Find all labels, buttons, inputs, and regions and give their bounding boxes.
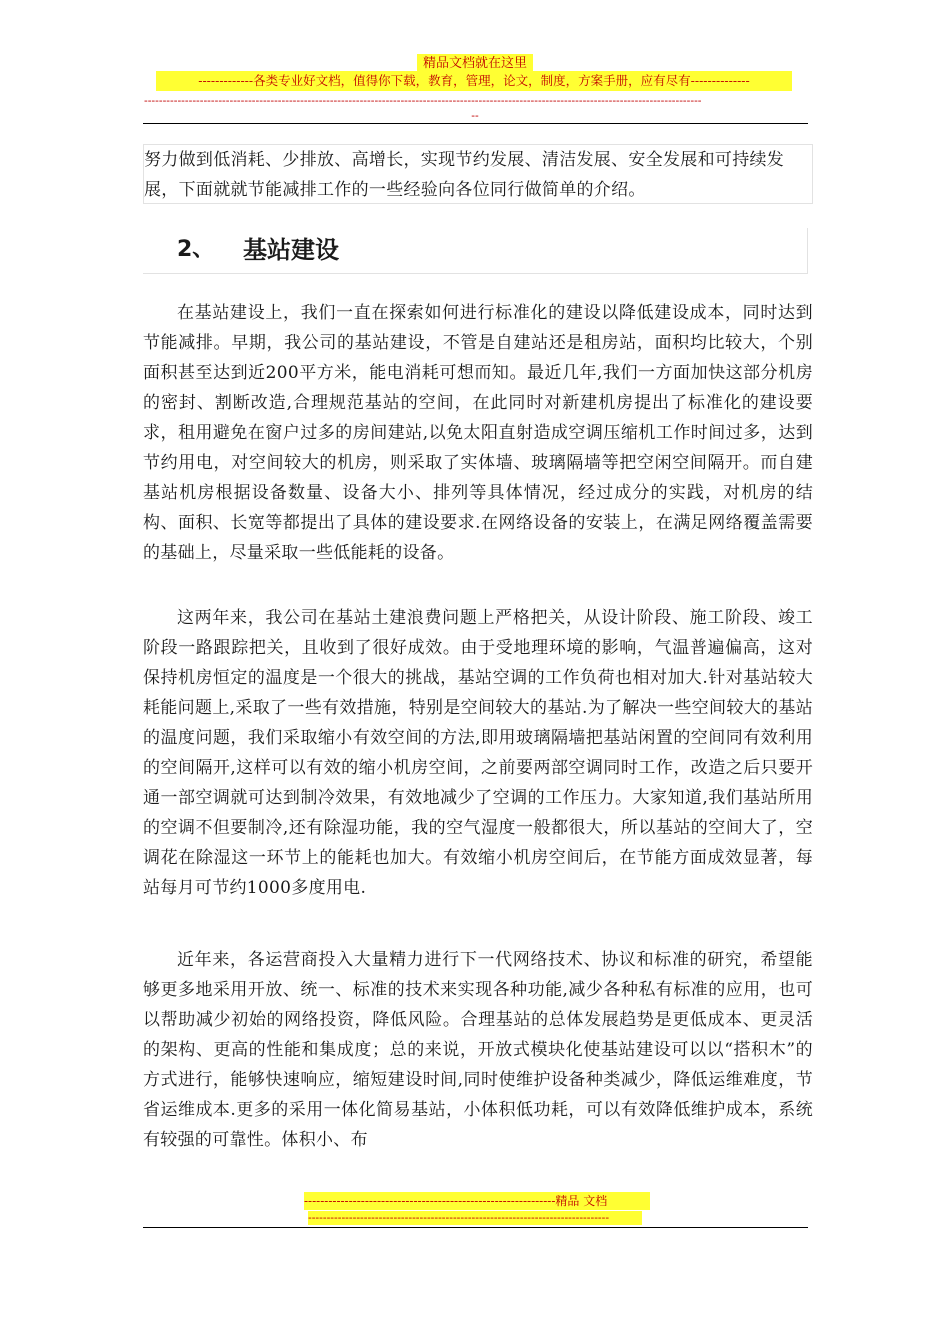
header-title <box>0 52 950 71</box>
header-title-text: 精品文档就在这里 <box>417 54 533 73</box>
footer-line-2: --------------------------------------------------------------------------------- <box>308 1211 642 1225</box>
intro-box <box>143 144 813 204</box>
paragraph-1 <box>143 298 813 568</box>
header-dash-tail: -- <box>471 109 479 122</box>
paragraph-3 <box>143 945 813 1155</box>
section-title: 基站建设 <box>243 236 339 264</box>
header-subtitle: -------------各类专业好文档，值得你下载，教育，管理，论文，制度，方案手册，应有尽有-------------- <box>156 71 792 91</box>
section-number: 2、 <box>177 237 215 262</box>
paragraph-text: 近年来，各运营商投入大量精力进行下一代网络技术、协议和标准的研究，希望能够更多地采用开放、统一、标准的技术来实现各种功能,减少各种私有标准的应用，也可以帮助减少初始的网络投资，降低风险。合理基站的总体发展趋势是更低成本、更灵活的架构、更高的性能和集成度；总的来说，开放式模块化使基站建设可以以“搭积木”的方式进行，能够快速响应，缩短建设时间,同时使维护设备种类减少，降低运维难度，节省运维成本.更多的采用一体化简易基站，小体积低功耗，可以有效降低维护成本，系统有较强的可靠性。体积小、布 <box>143 950 813 1150</box>
header-rule <box>143 123 808 124</box>
paragraph-text: 这两年来，我公司在基站土建浪费问题上严格把关，从设计阶段、施工阶段、竣工阶段一路跟踪把关，且收到了很好成效。由于受地理环境的影响，气温普遍偏高，这对保持机房恒定的温度是一个很大的挑战，基站空调的工作负荷也相对加大.针对基站较大耗能问题上,采取了一些有效措施，特别是空间较大的基站.为了解决一些空间较大的基站的温度问题，我们采取缩小有效空间的方法,即用玻璃隔墙把基站闲置的空间同有效利用的空间隔开,这样可以有效的缩小机房空间，之前要两部空调同时工作，改造之后只要开通一部空调就可达到制冷效果，有效地减少了空调的工作压力。大家知道,我们基站所用的空调不但要制冷,还有除湿功能，我的空气湿度一般都很大，所以基站的空间大了，空调花在除湿这一环节上的能耗也加大。有效缩小机房空间后，在节能方面成效显著，每站每月可节约1000多度用电. <box>143 608 813 898</box>
header-dash-line: ------------------------------------------------------------------------------------------------------------------------------------------------------ <box>144 94 702 107</box>
intro-text: 努力做到低消耗、少排放、高增长，实现节约发展、清洁发展、安全发展和可持续发展，下面就就节能减排工作的一些经验向各位同行做简单的介绍。 <box>144 150 785 200</box>
footer-line-1: --------------------------------------------------------------精品 文档 <box>304 1192 650 1210</box>
section-heading <box>143 228 808 274</box>
paragraph-2 <box>143 603 813 903</box>
footer-rule <box>143 1227 808 1228</box>
paragraph-text: 在基站建设上，我们一直在探索如何进行标准化的建设以降低建设成本，同时达到节能减排。早期，我公司的基站建设，不管是自建站还是租房站，面积均比较大，个别面积甚至达到近200平方米，能电消耗可想而知。最近几年,我们一方面加快这部分机房的密封、割断改造,合理规范基站的空间，在此同时对新建机房提出了标准化的建设要求，租用避免在窗户过多的房间建站,以免太阳直射造成空调压缩机工作时间过多，达到节约用电，对空间较大的机房，则采取了实体墙、玻璃隔墙等把空闲空间隔开。而自建基站机房根据设备数量、设备大小、排列等具体情况，经过成分的实践，对机房的结构、面积、长宽等都提出了具体的建设要求.在网络设备的安装上，在满足网络覆盖需要的基础上，尽量采取一些低能耗的设备。 <box>143 303 813 563</box>
